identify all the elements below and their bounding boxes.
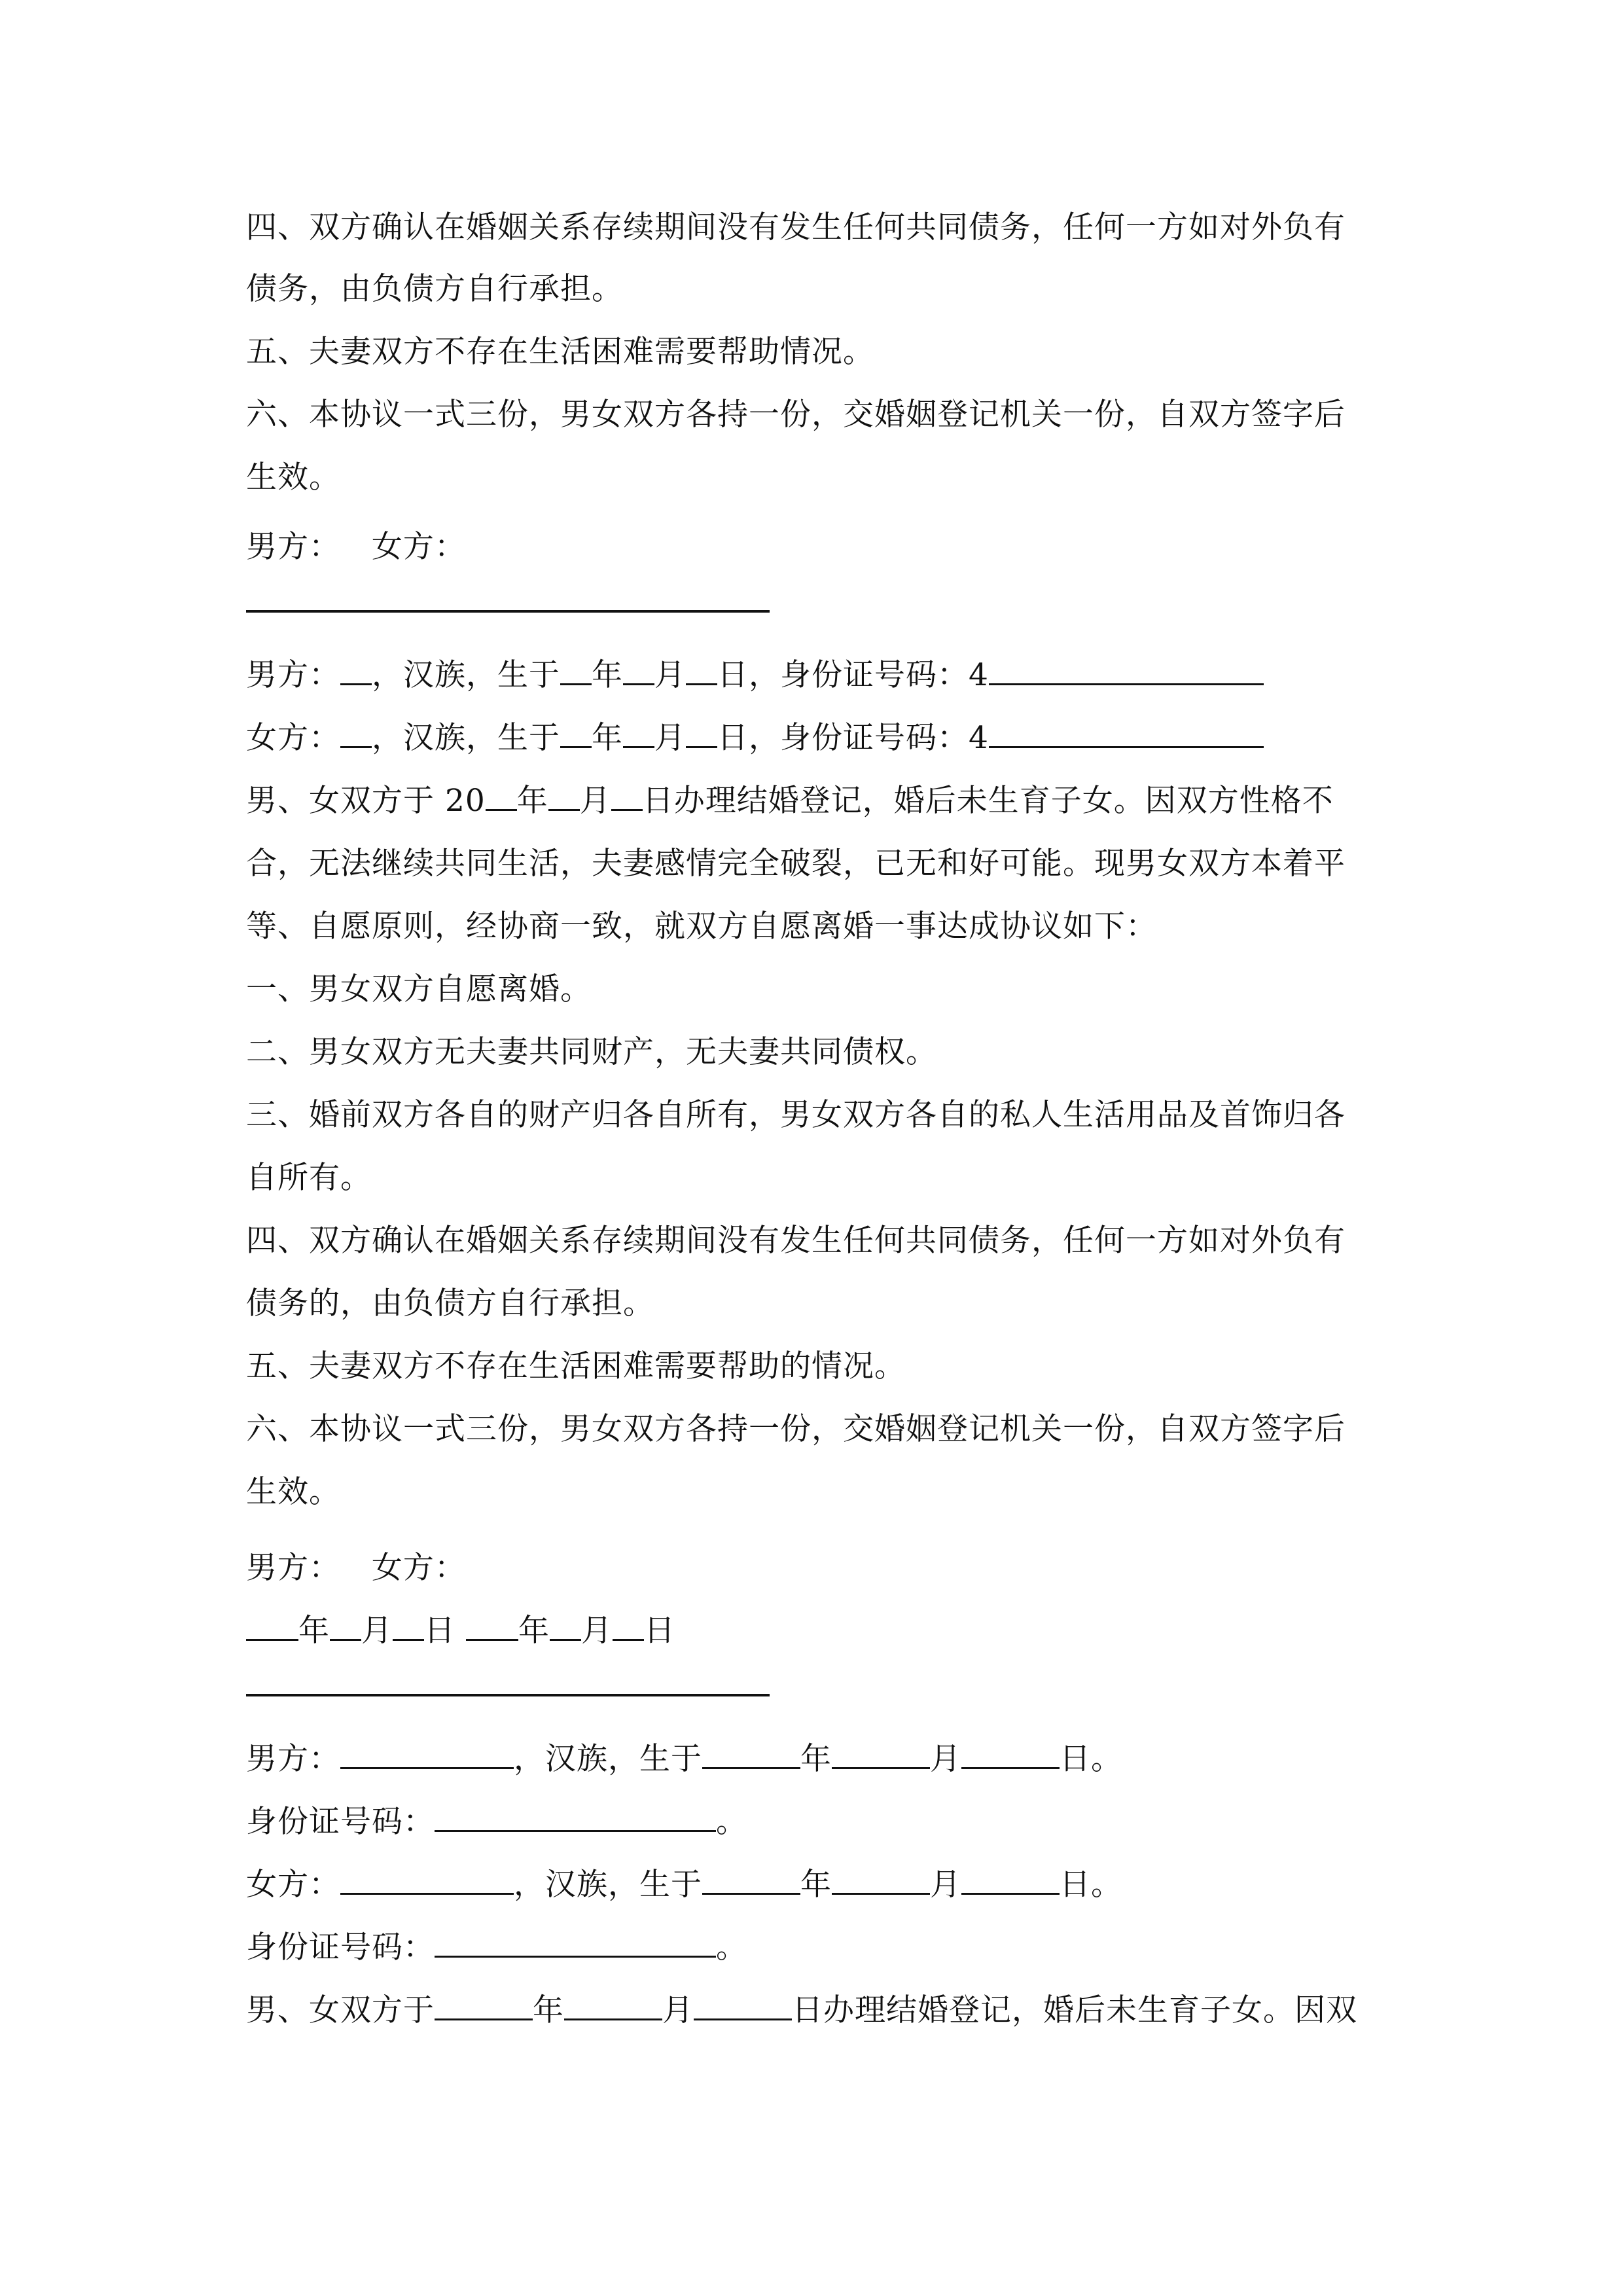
clause-4b-line-1: 四、双方确认在婚姻关系存续期间没有发生任何共同债务，任何一方如对外负有: [246, 1223, 1346, 1259]
clause-3-line-1: 三、婚前双方各自的财产归各自所有，男女双方各自的私人生活用品及首饰归各: [246, 1097, 1346, 1133]
ethnicity-text: ，汉族，生于: [372, 720, 560, 756]
day-blank[interactable]: [961, 1741, 1060, 1769]
intro-text: 日办理结婚登记，婚后未生育子女。因双: [792, 1992, 1357, 2028]
male-id-line: [246, 1803, 747, 1842]
ethnicity-text: ，汉族，生于: [514, 1867, 702, 1903]
year-blank[interactable]: [702, 1741, 800, 1769]
clause-6b-line-1: 六、本协议一式三份，男女双方各持一份，交婚姻登记机关一份，自双方签字后: [246, 1411, 1346, 1447]
id-label: 日，身份证号码：4: [717, 720, 989, 756]
month-blank[interactable]: [623, 720, 654, 748]
day-blank[interactable]: [611, 783, 643, 811]
separator-rule-1: [246, 610, 770, 613]
year-blank[interactable]: [560, 657, 592, 685]
id-blank[interactable]: [435, 1804, 716, 1832]
clause-1: 一、男女双方自愿离婚。: [246, 971, 592, 1007]
male-info-line-2: [246, 1740, 1122, 1779]
clause-6-line-2: 生效。: [246, 459, 340, 495]
clause-4-line-2: 债务，由负债方自行承担。: [246, 271, 623, 307]
clause-5b: 五、夫妻双方不存在生活困难需要帮助的情况。: [246, 1348, 906, 1384]
male-info-line: [246, 656, 1264, 695]
clause-3-line-2: 自所有。: [246, 1160, 372, 1196]
intro-text: 日办理结婚登记，婚后未生育子女。因双方性格不: [642, 783, 1334, 819]
period: 。: [716, 1804, 747, 1840]
month-blank[interactable]: [832, 1867, 930, 1895]
id-blank[interactable]: [435, 1929, 716, 1958]
year-blank[interactable]: [560, 720, 592, 748]
year-label: 年: [592, 720, 623, 756]
month-label: 月: [654, 720, 686, 756]
clause-2: 二、男女双方无夫妻共同财产，无夫妻共同债权。: [246, 1034, 937, 1070]
year-label: 年: [592, 657, 623, 693]
month-blank[interactable]: [623, 657, 654, 685]
date-line: [246, 1611, 675, 1651]
name-blank[interactable]: [340, 720, 372, 748]
id-label: 身份证号码：: [246, 1929, 435, 1965]
male-label: 男方：: [246, 657, 340, 693]
id-blank[interactable]: [989, 657, 1264, 685]
ethnicity-text: ，汉族，生于: [372, 657, 560, 693]
clause-6b-line-2: 生效。: [246, 1474, 340, 1510]
clause-4-line-1: 四、双方确认在婚姻关系存续期间没有发生任何共同债务，任何一方如对外负有: [246, 209, 1346, 245]
female-id-line: [246, 1928, 747, 1967]
month-blank[interactable]: [564, 1992, 662, 2020]
month-label: 月: [654, 657, 686, 693]
year-blank[interactable]: [466, 1613, 518, 1641]
signature-line-1: 男方： 女方：: [246, 529, 466, 565]
day-blank[interactable]: [686, 657, 717, 685]
clause-6-line-1: 六、本协议一式三份，男女双方各持一份，交婚姻登记机关一份，自双方签字后: [246, 397, 1346, 433]
intro-line-3: 等、自愿原则，经协商一致，就双方自愿离婚一事达成协议如下：: [246, 908, 1157, 944]
year-label: 年: [518, 1613, 550, 1649]
female-info-line-2: [246, 1865, 1122, 1905]
day-label: 日: [424, 1613, 455, 1649]
name-blank[interactable]: [340, 657, 372, 685]
signature-line-2: 男方： 女方：: [246, 1550, 466, 1586]
intro-line-2: 合，无法继续共同生活，夫妻感情完全破裂，已无和好可能。现男女双方本着平: [246, 846, 1346, 882]
id-label: 身份证号码：: [246, 1804, 435, 1840]
month-label: 月: [930, 1867, 961, 1903]
ethnicity-text: ，汉族，生于: [514, 1741, 702, 1777]
month-label: 月: [361, 1613, 393, 1649]
name-blank[interactable]: [340, 1867, 514, 1895]
intro-text: 男、女双方于 20: [246, 783, 486, 819]
day-blank[interactable]: [686, 720, 717, 748]
month-label: 月: [930, 1741, 961, 1777]
year-blank[interactable]: [246, 1613, 298, 1641]
day-label: 日。: [1060, 1741, 1122, 1777]
separator-rule-2: [246, 1694, 770, 1696]
male-label: 男方：: [246, 1741, 340, 1777]
month-blank[interactable]: [832, 1741, 930, 1769]
female-label: 女方：: [246, 1867, 340, 1903]
day-blank[interactable]: [613, 1613, 644, 1641]
female-label: 女方：: [246, 720, 340, 756]
day-label: 日: [643, 1613, 675, 1649]
year-label: 年: [516, 783, 548, 819]
month-blank[interactable]: [550, 1613, 581, 1641]
month-blank[interactable]: [548, 783, 580, 811]
month-label: 月: [662, 1992, 694, 2028]
year-blank[interactable]: [486, 783, 517, 811]
year-label: 年: [298, 1613, 330, 1649]
clause-5: 五、夫妻双方不存在生活困难需要帮助情况。: [246, 334, 874, 370]
month-label: 月: [579, 783, 611, 819]
intro-line-1: [246, 781, 1334, 821]
day-blank[interactable]: [393, 1613, 424, 1641]
year-label: 年: [533, 1992, 564, 2028]
id-blank[interactable]: [989, 720, 1264, 748]
period: 。: [716, 1929, 747, 1965]
year-label: 年: [800, 1867, 832, 1903]
female-info-line: [246, 719, 1264, 758]
id-label: 日，身份证号码：4: [717, 657, 989, 693]
month-blank[interactable]: [330, 1613, 361, 1641]
intro2-line: [246, 1991, 1357, 2030]
day-label: 日。: [1060, 1867, 1122, 1903]
clause-4b-line-2: 债务的，由负债方自行承担。: [246, 1285, 654, 1321]
year-blank[interactable]: [435, 1992, 533, 2020]
year-blank[interactable]: [702, 1867, 800, 1895]
name-blank[interactable]: [340, 1741, 514, 1769]
intro-text: 男、女双方于: [246, 1992, 435, 2028]
day-blank[interactable]: [694, 1992, 792, 2020]
day-blank[interactable]: [961, 1867, 1060, 1895]
year-label: 年: [800, 1741, 832, 1777]
month-label: 月: [580, 1613, 613, 1649]
